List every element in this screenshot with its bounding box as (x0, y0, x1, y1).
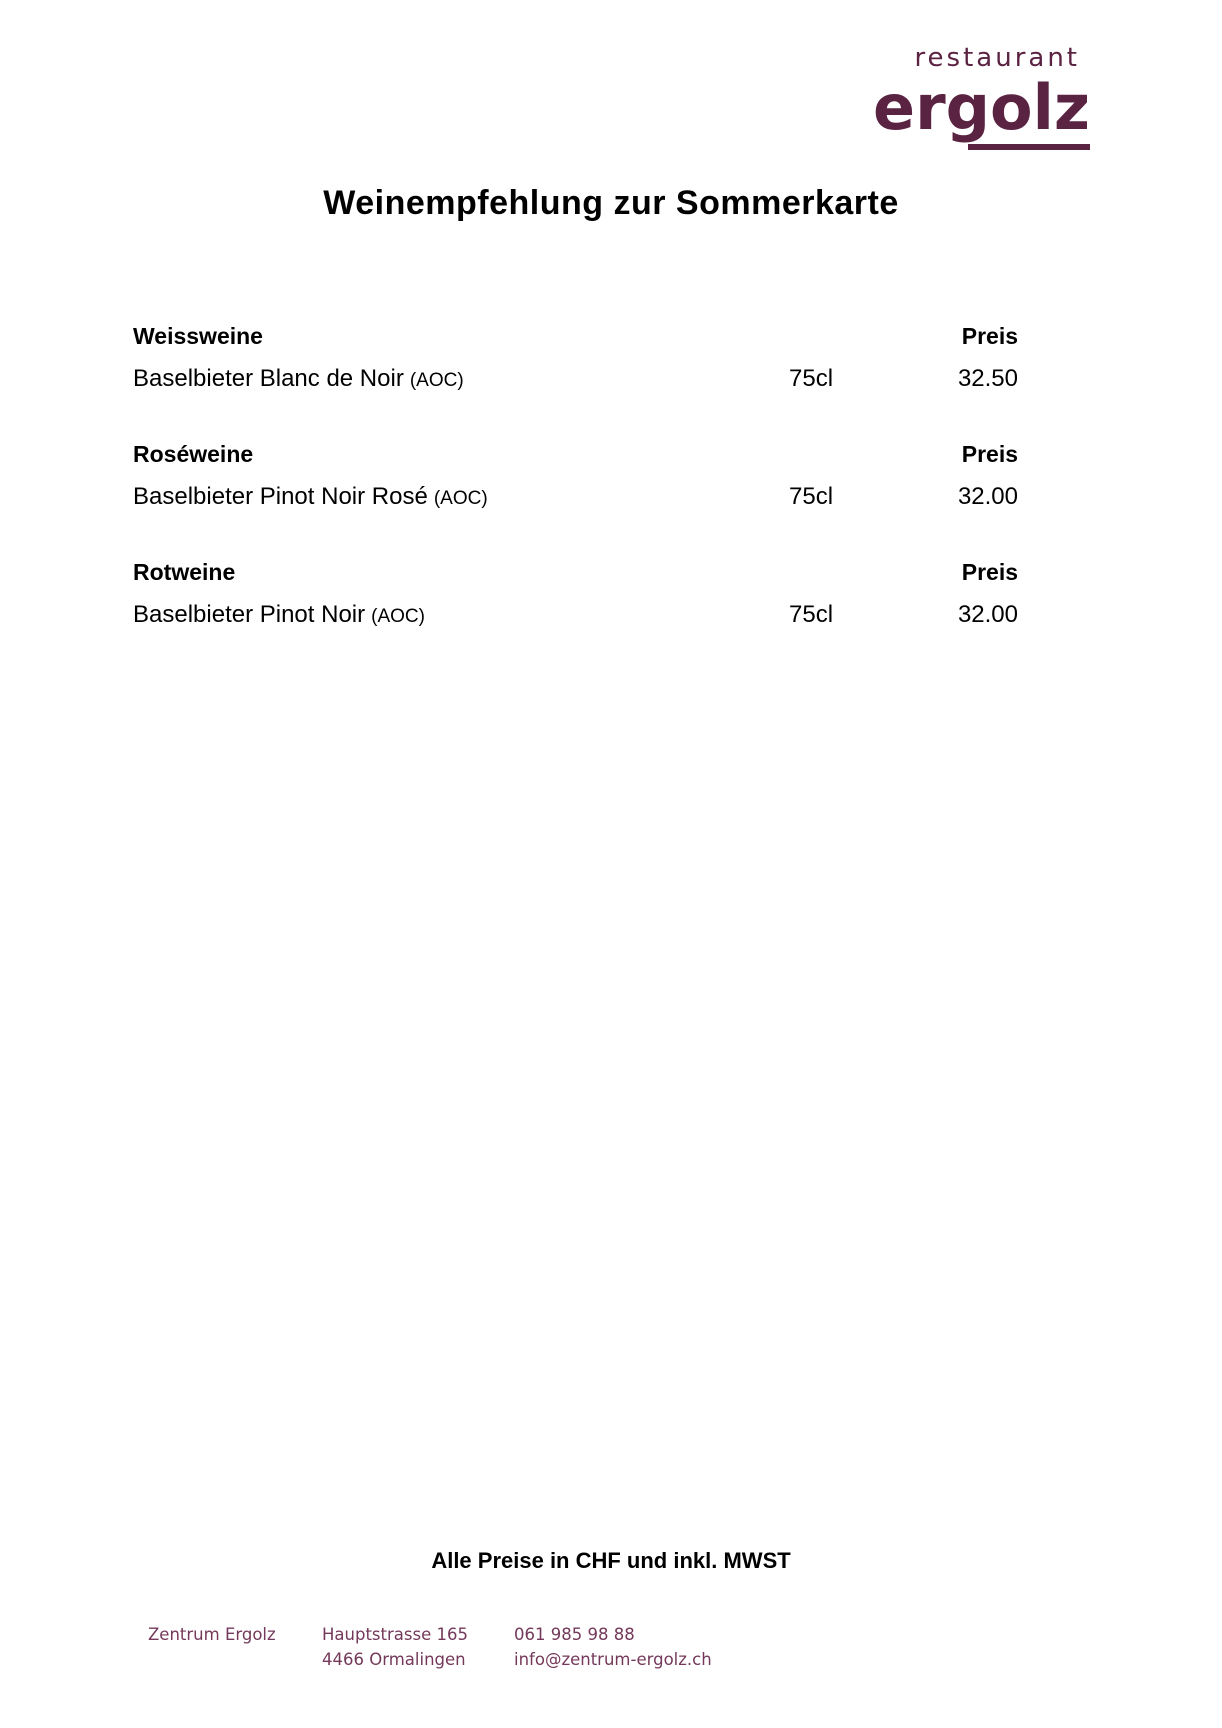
footer-email: info@zentrum-ergolz.ch (514, 1650, 712, 1669)
section-header-roseweine (133, 440, 1018, 468)
wine-designation: (AOC) (433, 488, 488, 509)
price-column-header: Preis (961, 323, 1018, 349)
restaurant-logo (873, 42, 1090, 150)
wine-item (133, 600, 1018, 632)
price-column-header: Preis (961, 441, 1018, 467)
section-header-rotweine (133, 558, 1018, 586)
footer-address (322, 1622, 514, 1672)
footer-city: 4466 Ormalingen (322, 1650, 466, 1669)
price-column-header: Preis (961, 559, 1018, 585)
wine-size: 75cl (789, 601, 834, 628)
section-heading: Rotweine (133, 559, 236, 585)
wine-price: 32.00 (957, 601, 1018, 628)
wine-item (133, 482, 1018, 514)
wine-name: Baselbieter Pinot Noir (133, 601, 366, 628)
page-title: Weinempfehlung zur Sommerkarte (323, 184, 899, 222)
wine-size: 75cl (789, 365, 834, 392)
wine-designation: (AOC) (409, 370, 464, 391)
section-header-weissweine (133, 322, 1018, 350)
footer-contact (148, 1622, 712, 1672)
wine-item (133, 364, 1018, 396)
logo-wordmark-restaurant: restaurant (914, 43, 1080, 73)
wine-designation: (AOC) (371, 606, 425, 627)
wine-list (133, 322, 1018, 676)
footer-street: Hauptstrasse 165 (322, 1625, 468, 1644)
footer-phone: 061 985 98 88 (514, 1625, 635, 1644)
wine-name: Baselbieter Pinot Noir Rosé (133, 483, 428, 510)
price-note: Alle Preise in CHF und inkl. MWST (431, 1548, 791, 1573)
wine-size: 75cl (789, 483, 834, 510)
logo-wordmark-ergolz: ergolz (873, 71, 1090, 144)
logo-underline (968, 144, 1090, 150)
footer-organization: Zentrum Ergolz (148, 1625, 276, 1644)
footer-contact-details (514, 1622, 712, 1672)
section-heading: Roséweine (133, 441, 254, 467)
wine-price: 32.50 (957, 365, 1018, 392)
section-heading: Weissweine (133, 323, 263, 349)
wine-name: Baselbieter Blanc de Noir (133, 365, 404, 392)
wine-price: 32.00 (957, 483, 1018, 510)
